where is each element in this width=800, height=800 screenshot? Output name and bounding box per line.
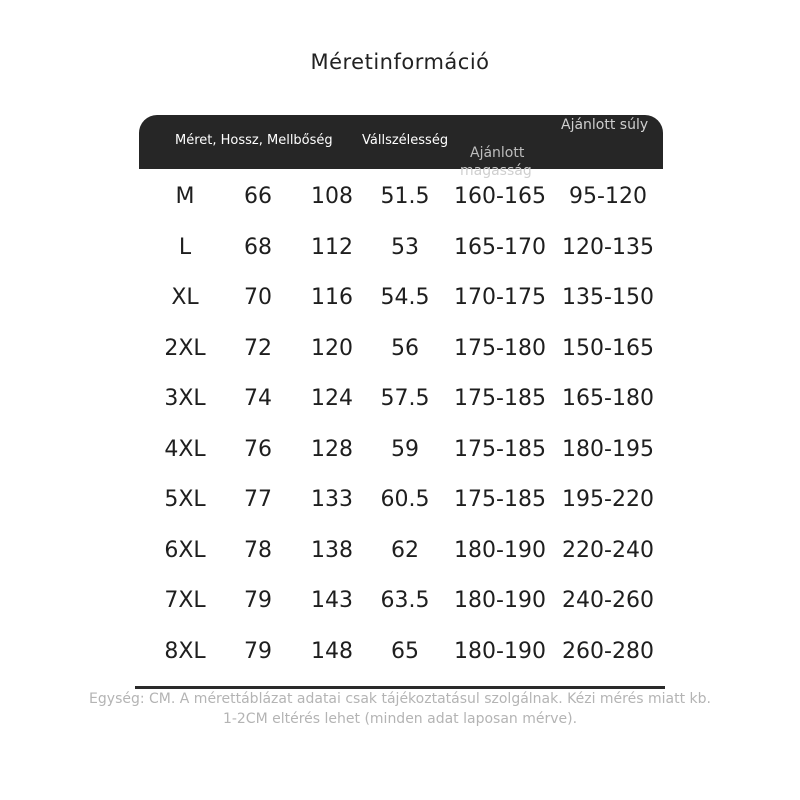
cell-height: 180-190 (454, 588, 546, 613)
table-row (0, 374, 800, 424)
cell-size: L (178, 234, 192, 260)
cell-chest: 124 (311, 386, 353, 411)
cell-shoulder: 53 (391, 234, 419, 260)
cell-size: 4XL (164, 436, 206, 462)
header-recommended-height-line2: magasság (460, 163, 532, 179)
cell-length: 78 (244, 537, 272, 563)
cell-weight: 120-135 (562, 234, 654, 260)
cell-size: 2XL (164, 335, 206, 361)
cell-shoulder: 54.5 (380, 285, 430, 310)
page-title: Méretinformáció (310, 50, 490, 74)
cell-height: 175-185 (454, 436, 546, 462)
cell-length: 77 (244, 487, 272, 512)
cell-height: 160-165 (454, 184, 546, 209)
cell-chest: 116 (311, 285, 353, 310)
table-row (0, 475, 800, 525)
cell-length: 76 (244, 436, 272, 462)
cell-height: 175-180 (454, 335, 546, 361)
table-row (0, 223, 800, 273)
cell-chest: 138 (311, 537, 353, 563)
table-row (0, 526, 800, 576)
table-row (0, 324, 800, 374)
table-row (0, 425, 800, 475)
cell-chest: 148 (311, 638, 353, 664)
cell-weight: 240-260 (562, 588, 654, 613)
cell-size: 6XL (164, 537, 206, 563)
cell-weight: 150-165 (562, 335, 654, 361)
cell-weight: 195-220 (562, 487, 654, 512)
note-line-1: Egység: CM. A mérettáblázat adatai csak tájékoztatásul szolgálnak. Kézi mérés miatt kb. (89, 691, 711, 707)
cell-shoulder: 56 (391, 335, 419, 361)
measurement-note (0, 689, 800, 729)
cell-weight: 165-180 (562, 386, 654, 411)
header-shoulder-width: Vállszélesség (362, 133, 449, 148)
cell-shoulder: 60.5 (380, 487, 430, 512)
cell-length: 79 (244, 588, 272, 613)
cell-length: 70 (244, 285, 272, 310)
cell-length: 66 (244, 184, 272, 209)
cell-chest: 133 (311, 487, 353, 512)
cell-size: 7XL (164, 588, 206, 613)
cell-shoulder: 65 (391, 638, 419, 664)
cell-height: 175-185 (454, 386, 546, 411)
cell-weight: 220-240 (562, 537, 654, 563)
cell-shoulder: 63.5 (380, 588, 430, 613)
table-row (0, 627, 800, 677)
header-recommended-height-line1: Ajánlott (470, 145, 525, 161)
cell-height: 175-185 (454, 487, 546, 512)
table-row (0, 576, 800, 626)
cell-size: 3XL (164, 386, 206, 411)
cell-size: 5XL (164, 487, 206, 512)
cell-length: 68 (244, 234, 272, 260)
cell-size: M (175, 184, 195, 209)
cell-chest: 120 (311, 335, 353, 361)
cell-shoulder: 57.5 (380, 386, 430, 411)
cell-chest: 108 (311, 184, 353, 209)
cell-size: 8XL (164, 638, 206, 664)
cell-shoulder: 59 (391, 436, 419, 462)
cell-height: 165-170 (454, 234, 546, 260)
header-size-length-chest: Méret, Hossz, Mellbőség (175, 133, 333, 148)
table-row (0, 172, 800, 222)
header-recommended-weight: Ajánlott súly (561, 117, 649, 133)
cell-length: 72 (244, 335, 272, 361)
note-line-2: 1-2CM eltérés lehet (minden adat laposan mérve). (222, 711, 578, 727)
table-row (0, 273, 800, 323)
cell-length: 74 (244, 386, 272, 411)
cell-length: 79 (244, 638, 272, 664)
cell-height: 180-190 (454, 537, 546, 563)
cell-weight: 95-120 (569, 184, 647, 209)
cell-shoulder: 51.5 (380, 184, 430, 209)
cell-height: 170-175 (454, 285, 546, 310)
cell-size: XL (171, 285, 199, 310)
cell-chest: 143 (311, 588, 353, 613)
cell-weight: 180-195 (562, 436, 654, 462)
cell-weight: 135-150 (562, 285, 654, 310)
cell-weight: 260-280 (562, 638, 654, 664)
cell-height: 180-190 (454, 638, 546, 664)
cell-shoulder: 62 (391, 537, 419, 563)
cell-chest: 112 (311, 234, 353, 260)
cell-chest: 128 (311, 436, 353, 462)
